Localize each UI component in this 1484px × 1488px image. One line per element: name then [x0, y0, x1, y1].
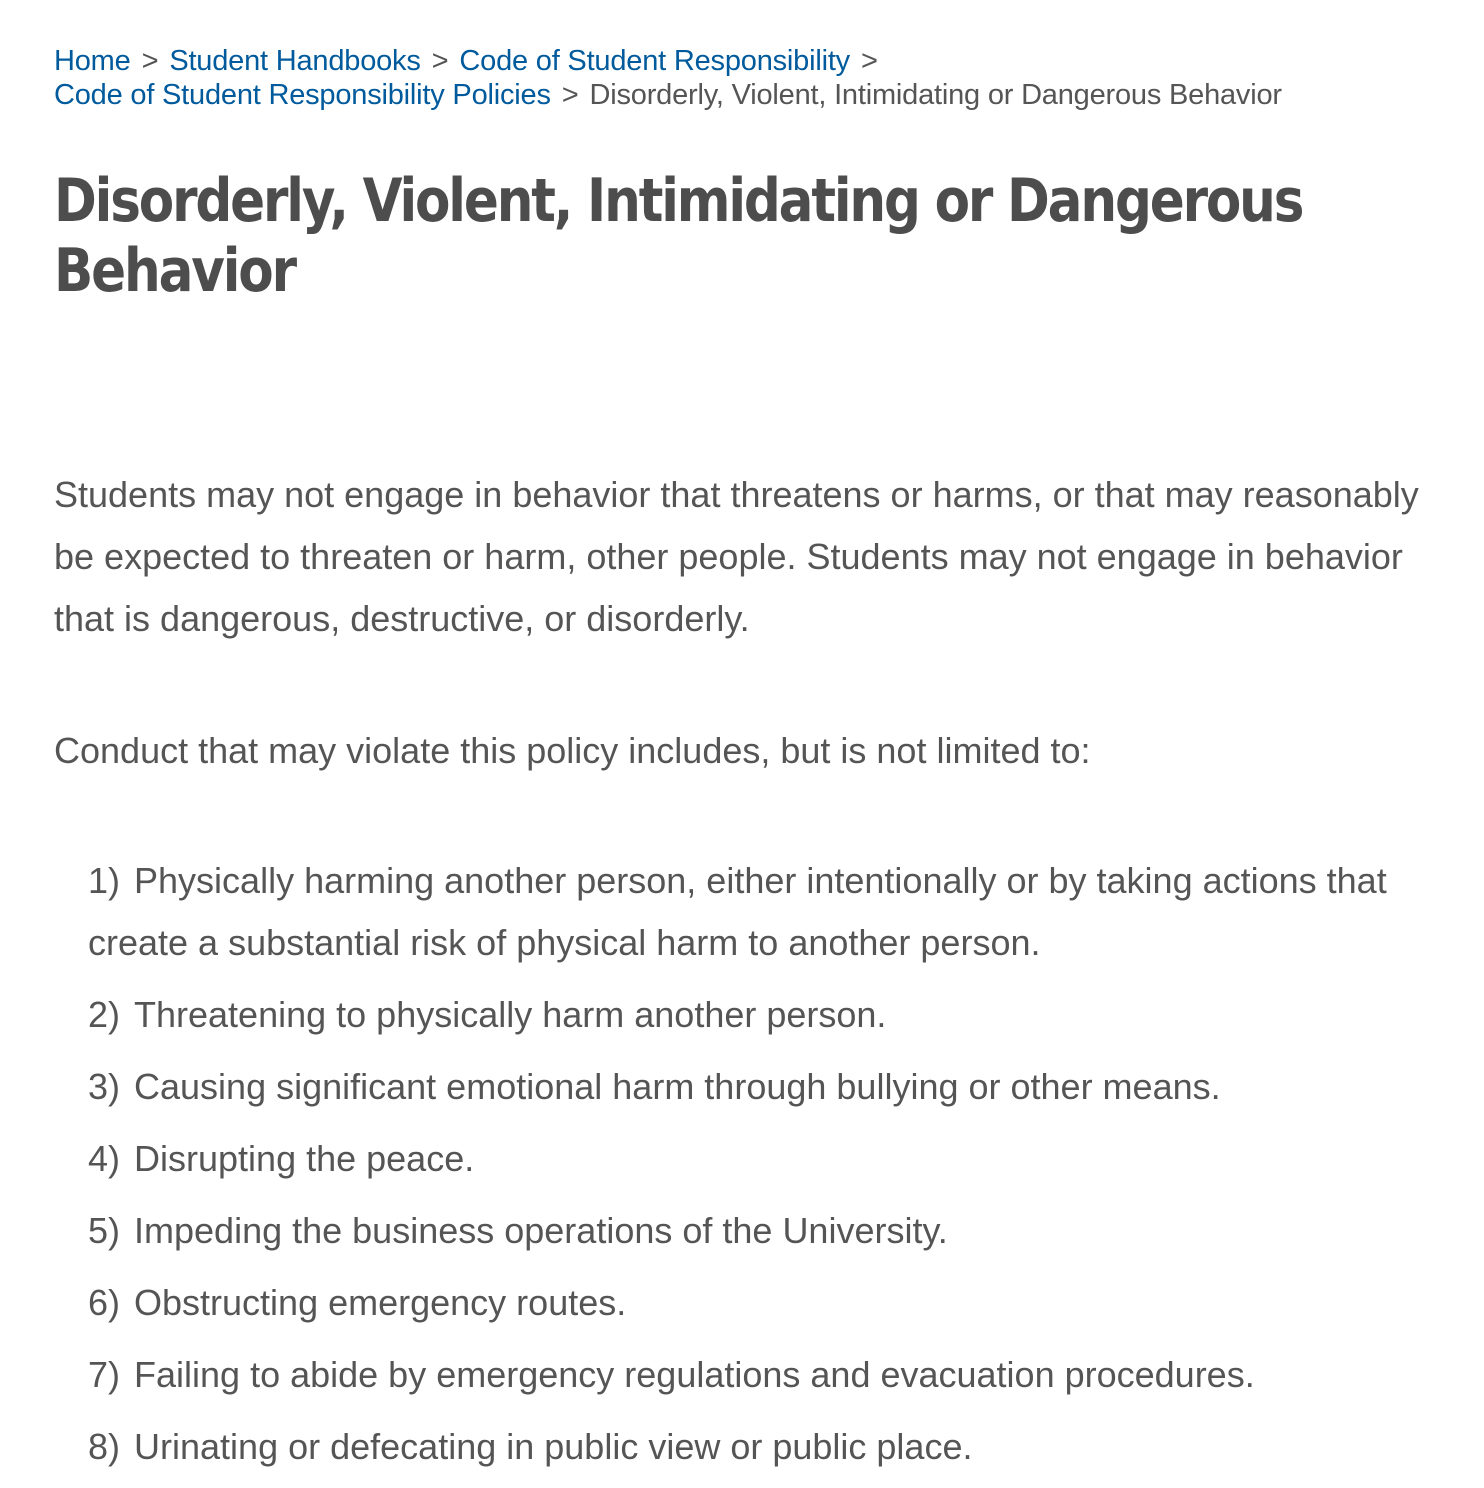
list-item: [88, 1200, 1478, 1262]
breadcrumb-row-1: [54, 44, 1464, 78]
list-item-number: 3): [88, 1066, 121, 1107]
list-item-text: Causing significant emotional harm through bullying or other means.: [134, 1066, 1221, 1107]
list-item: [88, 1416, 1478, 1478]
breadcrumb-link-policies[interactable]: Code of Student Responsibility Policies: [54, 79, 551, 111]
list-item-number: 2): [88, 994, 121, 1035]
list-item-text: Urinating or defecating in public view or public place.: [134, 1426, 973, 1467]
list-item-text: Threatening to physically harm another person.: [134, 994, 887, 1035]
list-item: [88, 1344, 1478, 1406]
breadcrumb-link-home[interactable]: Home: [54, 45, 131, 77]
list-item-text: Disrupting the peace.: [134, 1138, 475, 1179]
conduct-list: [54, 850, 1478, 1478]
list-item-number: 4): [88, 1138, 121, 1179]
intro-paragraph: Students may not engage in behavior that threatens or harms, or that may reasonably be expected to threaten or harm, other people. Students may not engage in behavior that is dangerous, destructive, or disorderly.: [54, 474, 1419, 639]
list-item-text: Obstructing emergency routes.: [134, 1282, 627, 1323]
list-item-number: 6): [88, 1282, 121, 1323]
breadcrumb-separator: >: [431, 45, 449, 77]
page-title: Disorderly, Violent, Intimidating or Dangerous Behavior: [54, 166, 1303, 306]
page-content: [54, 44, 1464, 1488]
list-item-number: 8): [88, 1426, 121, 1467]
list-lead-text: Conduct that may violate this policy includes, but is not limited to:: [54, 730, 1091, 771]
breadcrumb-separator: >: [141, 45, 159, 77]
list-item: [88, 1056, 1478, 1118]
list-item-text: Physically harming another person, either intentionally or by taking actions that create a substantial risk of physical harm to another person.: [88, 860, 1387, 963]
list-item-text: Failing to abide by emergency regulations and evacuation procedures.: [134, 1354, 1255, 1395]
list-item-text: Impeding the business operations of the University.: [134, 1210, 948, 1251]
list-item-number: 5): [88, 1210, 121, 1251]
breadcrumb-link-student-handbooks[interactable]: Student Handbooks: [169, 45, 421, 77]
breadcrumb: [54, 44, 1464, 112]
breadcrumb-separator: >: [561, 79, 579, 111]
breadcrumb-separator: >: [860, 45, 878, 77]
breadcrumb-current: Disorderly, Violent, Intimidating or Dangerous Behavior: [589, 79, 1282, 111]
list-item-number: 7): [88, 1354, 121, 1395]
list-item: [88, 850, 1478, 974]
list-item: [88, 1128, 1478, 1190]
list-item: [88, 1272, 1478, 1334]
list-item-number: 1): [88, 860, 121, 901]
list-item: [88, 984, 1478, 1046]
breadcrumb-link-code-of-student-responsibility[interactable]: Code of Student Responsibility: [459, 45, 850, 77]
breadcrumb-row-2: [54, 78, 1464, 112]
